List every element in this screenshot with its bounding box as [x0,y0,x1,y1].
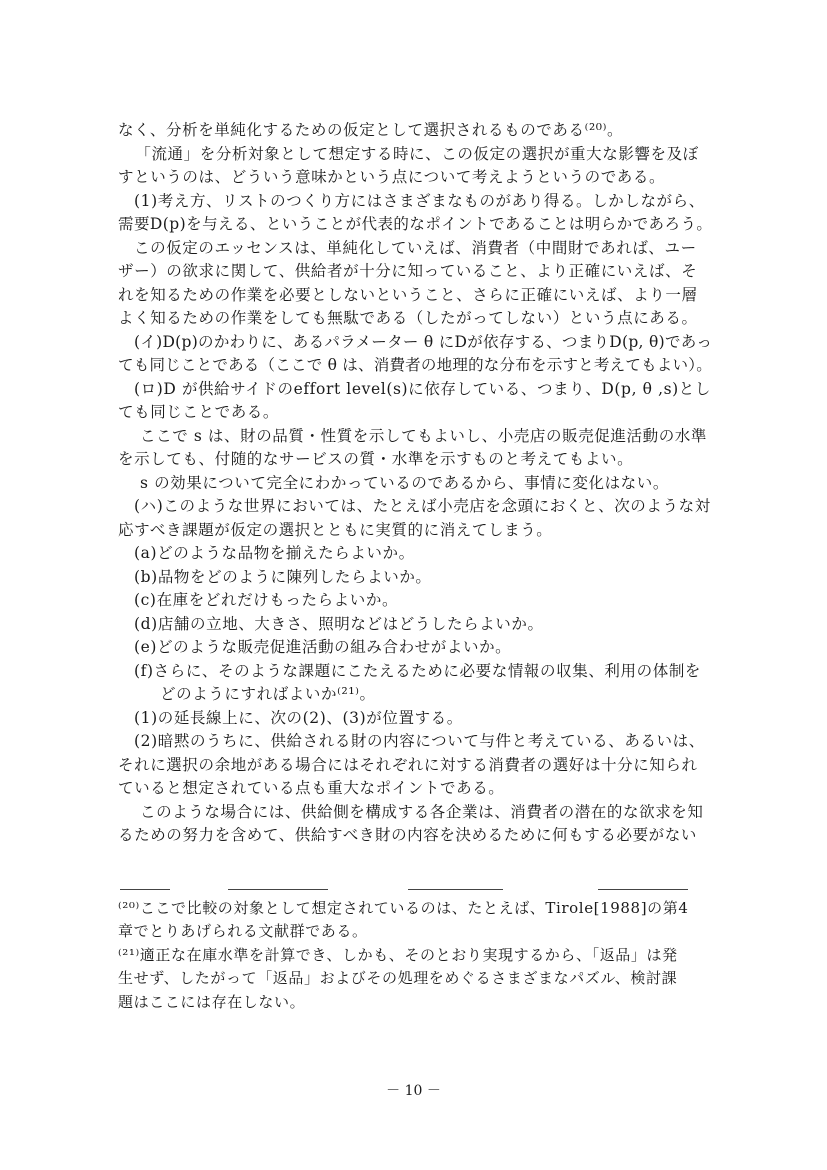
footnote-line: 題はここには存在しない。 [118,993,306,1011]
body-line: それに選択の余地がある場合にはそれぞれに対する消費者の選好は十分に知られ [118,756,698,774]
body-line: なく、分析を単純化するための仮定として選択されるものである⁽²⁰⁾。 [118,121,624,139]
body-line: (ロ)D が供給サイドのeffort level(s)に依存している、つまり、D(p, θ ,s)とし [134,380,712,398]
footnote-separator [408,889,503,890]
body-line: を示しても、付随的なサービスの質・水準を示すものと考えてもよい。 [118,450,634,468]
body-line: 応すべき課題が仮定の選択とともに実質的に消えてしまう。 [118,521,553,539]
body-line: 「流通」を分析対象として想定する時に、この仮定の選択が重大な影響を及ぼ [127,145,699,163]
body-line: ても同じことである（ここで θ は、消費者の地理的な分布を示すと考えてもよい）。 [118,356,712,374]
body-line: どのようにすればよいか⁽²¹⁾。 [160,685,376,703]
body-line: (c)在庫をどれだけもったらよいか。 [134,591,399,609]
body-line: ても同じことである。 [118,403,280,421]
footnote-line: ⁽²⁰⁾ここで比較の対象として想定されているのは、たとえば、Tirole[1988]の第4 [118,899,689,917]
body-line: s の効果について完全にわかっているのであるから、事情に変化はない。 [140,474,669,492]
footnote-line: ⁽²¹⁾適正な在庫水準を計算でき、しかも、そのとおり実現するから、「返品」は発 [118,946,678,964]
body-line: (ハ)このような世界においては、たとえば小売店を念頭におくと、次のような対 [134,497,711,515]
page-number: － 10 － [386,1083,441,1099]
body-line: (d)店舗の立地、大きさ、照明などはどうしたらよいか。 [134,615,544,633]
footnote-separator [120,889,170,890]
body-line: このような場合には、供給側を構成する各企業は、消費者の潜在的な欲求を知 [140,803,704,821]
body-line: ここで s は、財の品質・性質を示してもよいし、小売店の販売促進活動の水準 [140,427,708,445]
body-line: (2)暗黙のうちに、供給される財の内容について与件と考えている、あるいは、 [134,732,705,750]
body-line: (1)考え方、リストのつくり方にはさまざまなものがあり得る。しかしながら、 [134,192,705,210]
body-line: (a)どのような品物を揃えたらよいか。 [134,544,415,562]
footnote-line: 生せず、したがって「返品」およびその処理をめぐるさまざまなパズル、検討課 [118,969,678,987]
footnote-separator [228,889,328,890]
footnote-separator [598,889,688,890]
body-line: るための努力を含めて、供給すべき財の内容を決めるために何もする必要がない [118,826,697,844]
body-line: この仮定のエッセンスは、単純化していえば、消費者（中間財であれば、ユー [134,239,697,257]
body-line: ザー）の欲求に関して、供給者が十分に知っていること、より正確にいえば、そ [118,262,698,280]
body-line: (f)さらに、そのような課題にこたえるために必要な情報の収集、利用の体制を [134,662,702,680]
footnote-line: 章でとりあげられる文献群である。 [118,922,368,940]
body-line: (イ)D(p)のかわりに、あるパラメーター θ にDが依存する、つまりD(p, θ)であっ [134,333,713,351]
body-line: よく知るための作業をしても無駄である（したがってしない）という点にある。 [118,309,698,327]
body-line: (b)品物をどのように陳列したらよいか。 [134,568,432,586]
body-line: 需要D(p)を与える、ということが代表的なポイントであることは明らかであろう。 [118,215,713,233]
body-line: (e)どのような販売促進活動の組み合わせがよいか。 [134,638,512,656]
body-line: ていると想定されている点も重大なポイントである。 [118,779,505,797]
body-line: れを知るための作業を必要としないということ、さらに正確にいえば、より一層 [118,286,698,304]
body-line: (1)の延長線上に、次の(2)、(3)が位置する。 [134,709,463,727]
body-line: すというのは、どういう意味かという点について考えようというのである。 [118,168,666,186]
